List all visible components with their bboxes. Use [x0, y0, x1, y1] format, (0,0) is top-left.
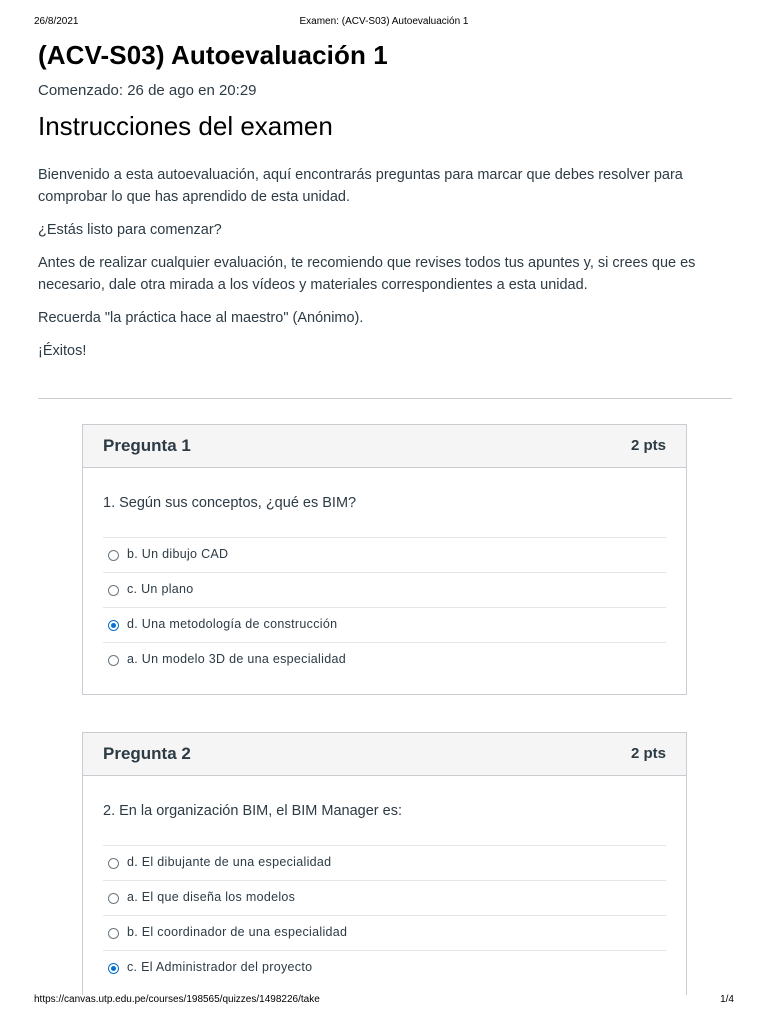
radio-button[interactable] [108, 620, 119, 631]
print-title: Examen: (ACV-S03) Autoevaluación 1 [299, 16, 469, 27]
answer-option[interactable] [103, 642, 666, 677]
question-header [83, 733, 686, 776]
instruction-paragraph: ¿Estás listo para comenzar? [38, 222, 222, 238]
answer-option[interactable] [103, 607, 666, 642]
page-number: 1/4 [720, 994, 734, 1005]
radio-button[interactable] [108, 655, 119, 666]
question-text: 2. En la organización BIM, el BIM Manager es: [103, 803, 403, 819]
instruction-paragraph: ¡Éxitos! [38, 343, 87, 359]
started-timestamp: Comenzado: 26 de ago en 20:29 [38, 82, 257, 99]
answer-label: a. El que diseña los modelos [127, 890, 296, 904]
radio-button[interactable] [108, 963, 119, 974]
radio-button[interactable] [108, 585, 119, 596]
answer-option[interactable] [103, 572, 666, 607]
question-points: 2 pts [630, 745, 666, 762]
answer-option[interactable] [103, 880, 666, 915]
print-footer [0, 994, 768, 1008]
answer-label: b. Un dibujo CAD [127, 547, 229, 561]
answer-label: d. El dibujante de una especialidad [127, 855, 332, 869]
radio-button[interactable] [108, 928, 119, 939]
answer-label: b. El coordinador de una especialidad [127, 925, 348, 939]
section-divider [38, 398, 732, 399]
question-text: 1. Según sus conceptos, ¿qué es BIM? [103, 495, 357, 511]
answer-list [103, 537, 666, 677]
answer-label: c. Un plano [127, 582, 194, 596]
question-card-1 [82, 424, 687, 695]
instruction-paragraph: Bienvenido a esta autoevaluación, aquí encontrarás preguntas para marcar que debes resolver para comprobar lo que has aprendido de esta unidad. [38, 167, 683, 205]
answer-option[interactable] [103, 845, 666, 880]
print-header [0, 16, 768, 30]
instruction-paragraph: Antes de realizar cualquier evaluación, te recomiendo que revises todos tus apuntes y, si crees que es necesario, dale otra mirada a los vídeos y materiales correspondientes a esta unidad. [38, 255, 696, 293]
answer-list [103, 845, 666, 985]
answer-option[interactable] [103, 537, 666, 572]
print-date: 26/8/2021 [34, 16, 79, 27]
answer-label: d. Una metodología de construcción [127, 617, 338, 631]
answer-option[interactable] [103, 915, 666, 950]
question-points: 2 pts [630, 437, 666, 454]
answer-label: a. Un modelo 3D de una especialidad [127, 652, 346, 666]
instruction-paragraph: Recuerda "la práctica hace al maestro" (Anónimo). [38, 310, 364, 326]
radio-button[interactable] [108, 893, 119, 904]
answer-option[interactable] [103, 950, 666, 985]
instructions-body [38, 164, 732, 362]
question-title: Pregunta 1 [103, 436, 191, 455]
question-header [83, 425, 686, 468]
radio-button[interactable] [108, 858, 119, 869]
print-url: https://canvas.utp.edu.pe/courses/198565/quizzes/1498226/take [34, 994, 320, 1005]
question-title: Pregunta 2 [103, 744, 191, 763]
quiz-content [38, 40, 732, 373]
radio-button[interactable] [108, 550, 119, 561]
question-card-2 [82, 732, 687, 995]
answer-label: c. El Administrador del proyecto [127, 960, 313, 974]
instructions-heading: Instrucciones del examen [38, 111, 333, 141]
page-title: (ACV-S03) Autoevaluación 1 [38, 40, 388, 70]
